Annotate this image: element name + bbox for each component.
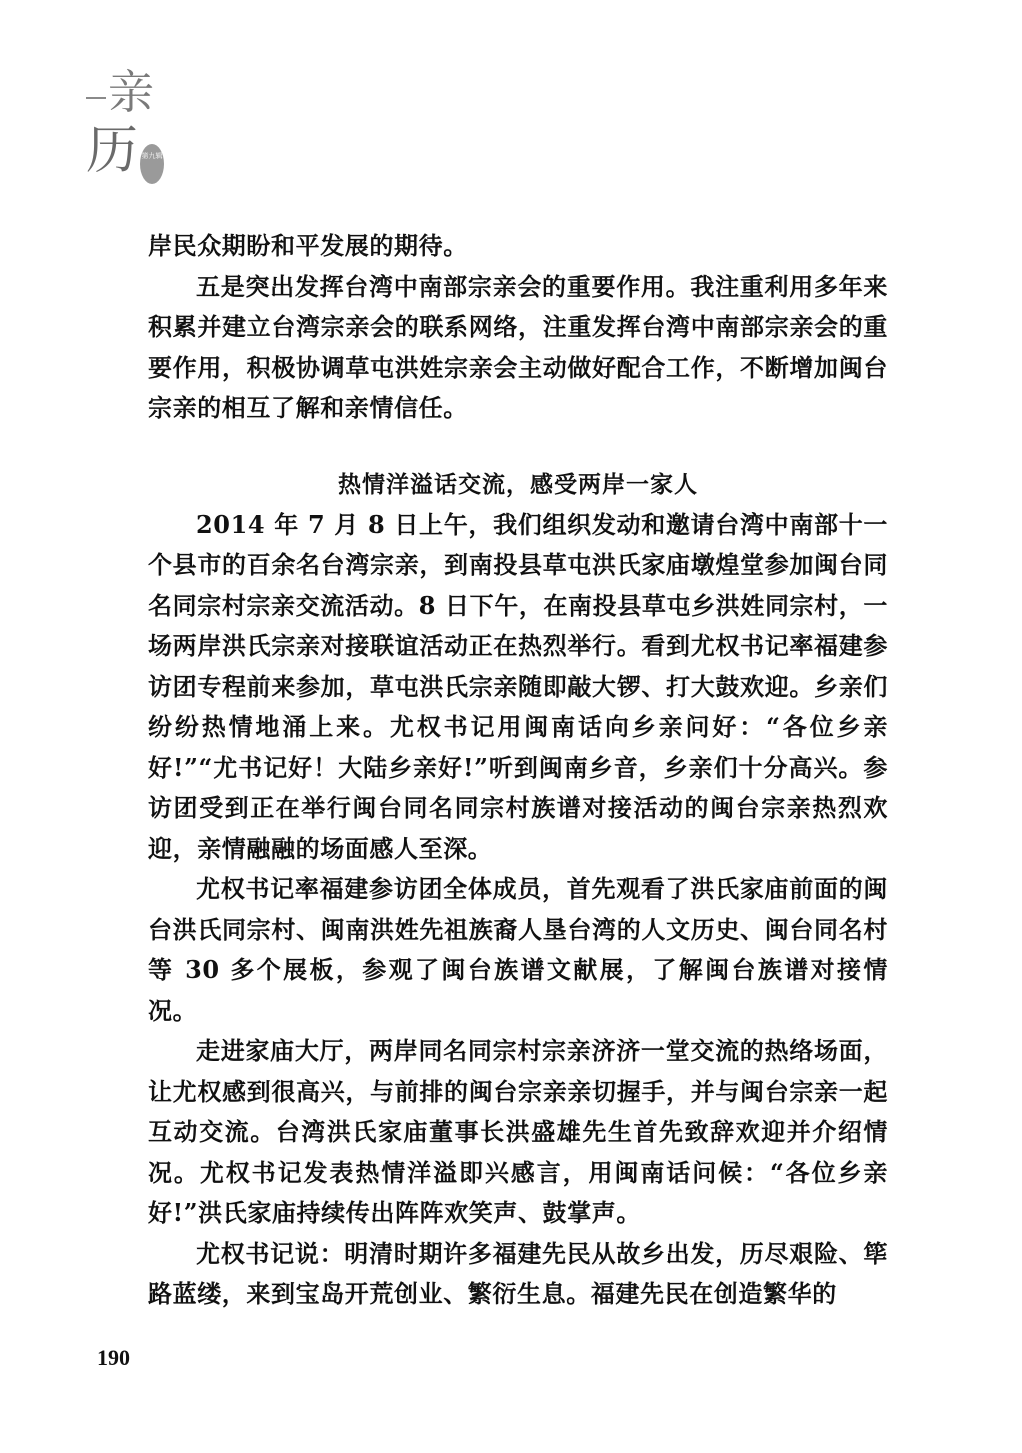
- paragraph-continued: 岸民众期盼和平发展的期待。: [148, 231, 468, 260]
- logo-char-2: 历: [86, 121, 139, 181]
- book-series-logo: [86, 60, 166, 190]
- page-number: 190: [97, 1345, 130, 1370]
- paragraph-event-description: 2014 年 7 月 8 日上午，我们组织发动和邀请台湾中南部十一个县市的百余名台湾宗亲，到南投县草屯洪氏家庙墩煌堂参加闽台同名同宗村宗亲交流活动。8 日下午，在南投县草屯乡洪姓同宗村，一场两岸洪氏宗亲对接联谊活动正在热烈举行。看到尤权书记率福建参访团专程前来参加，草屯洪氏宗亲随即敲大锣、打大鼓欢迎。乡亲们纷纷热情地涌上来。尤权书记用闽南话向乡亲问好：“各位乡亲好!”“尤书记好！大陆乡亲好!”听到闽南乡音，乡亲们十分高兴。参访团受到正在举行闽台同名同宗村族谱对接活动的闽台宗亲热烈欢迎，亲情融融的场面感人至深。: [148, 509, 888, 863]
- paragraph-exhibition-visit: 尤权书记率福建参访团全体成员，首先观看了洪氏家庙前面的闽台洪氏同宗村、闽南洪姓先祖族裔人垦台湾的人文历史、闽台同名村等 30 多个展板，参观了闽台族谱文献展，了解闽台族谱对接情况。: [148, 874, 888, 1025]
- logo-char-1: 亲: [108, 65, 154, 119]
- logo-seal-text: 第九辑: [141, 152, 163, 160]
- logo-seal: [140, 144, 164, 184]
- paragraph-speech: 尤权书记说：明清时期许多福建先民从故乡出发，历尽艰险、筚路蓝缕，来到宝岛开荒创业、繁衍生息。福建先民在创造繁华的: [148, 1238, 888, 1308]
- paragraph-point-five: 五是突出发挥台湾中南部宗亲会的重要作用。我注重利用多年来积累并建立台湾宗亲会的联系网络，注重发挥台湾中南部宗亲会的重要作用，积极协调草屯洪姓宗亲会主动做好配合工作，不断增加闽台宗亲的相互了解和亲情信任。: [148, 271, 888, 422]
- article-body: [148, 226, 888, 1315]
- section-heading: 热情洋溢话交流，感受两岸一家人: [338, 471, 698, 498]
- paragraph-temple-hall: 走进家庙大厅，两岸同名同宗村宗亲济济一堂交流的热络场面，让尤权感到很高兴，与前排的闽台宗亲亲切握手，并与闽台宗亲一起互动交流。台湾洪氏家庙董事长洪盛雄先生首先致辞欢迎并介绍情况。尤权书记发表热情洋溢即兴感言，用闽南话问候：“各位乡亲好!”洪氏家庙持续传出阵阵欢笑声、鼓掌声。: [148, 1036, 888, 1227]
